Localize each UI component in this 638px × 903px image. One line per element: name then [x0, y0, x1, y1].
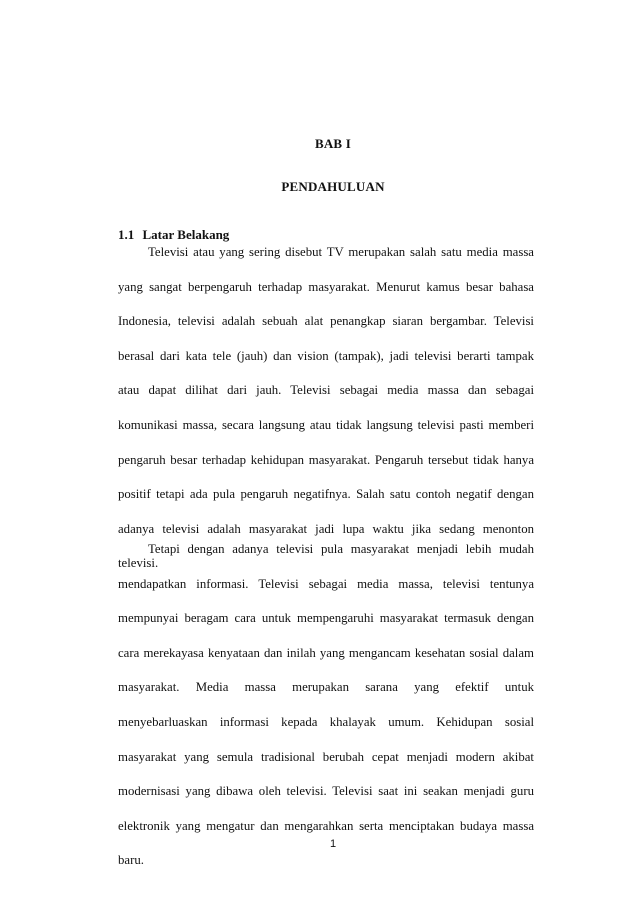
- chapter-number: BAB I: [314, 136, 352, 151]
- page-number: 1: [329, 838, 337, 850]
- chapter-title: PENDAHULUAN: [281, 179, 385, 194]
- section-title: Latar Belakang: [142, 227, 230, 242]
- body-paragraph: Televisi atau yang sering disebut TV merupakan salah satu media massa yang sangat berpengaruh terhadap masyarakat. Menurut kamus besar bahasa Indonesia, televisi adalah sebuah alat penangkap siaran bergambar. Televisi berasal dari kata tele (jauh) dan vision (tampak), jadi televisi berarti tampak atau dapat dilihat dari jauh. Televisi sebagai media massa dan sebagai komunikasi massa, secara langsung atau tidak langsung televisi pasti memberi pengaruh besar terhadap kehidupan masyarakat. Pengaruh tersebut tidak hanya positif tetapi ada pula pengaruh negatifnya. Salah satu contoh negatif dengan adanya televisi adalah masyarakat jadi lupa waktu jika sedang menonton televisi.: [118, 245, 534, 571]
- body-paragraph: Tetapi dengan adanya televisi pula masyarakat menjadi lebih mudah mendapatkan informasi. Televisi sebagai media massa, televisi tentunya mempunyai beragam cara untuk mempengaruhi masyarakat termasuk dengan cara merekayasa kenyataan dan inilah yang mengancam kesehatan sosial dalam masyarakat. Media massa merupakan sarana yang efektif untuk menyebarluaskan informasi kepada khalayak umum. Kehidupan sosial masyarakat yang semula tradisional berubah cepat menjadi modern akibat modernisasi yang dibawa oleh televisi. Televisi saat ini seakan menjadi guru elektronik yang mengatur dan mengarahkan serta menciptakan budaya massa baru.: [118, 542, 534, 868]
- section-number: 1.1: [118, 227, 135, 242]
